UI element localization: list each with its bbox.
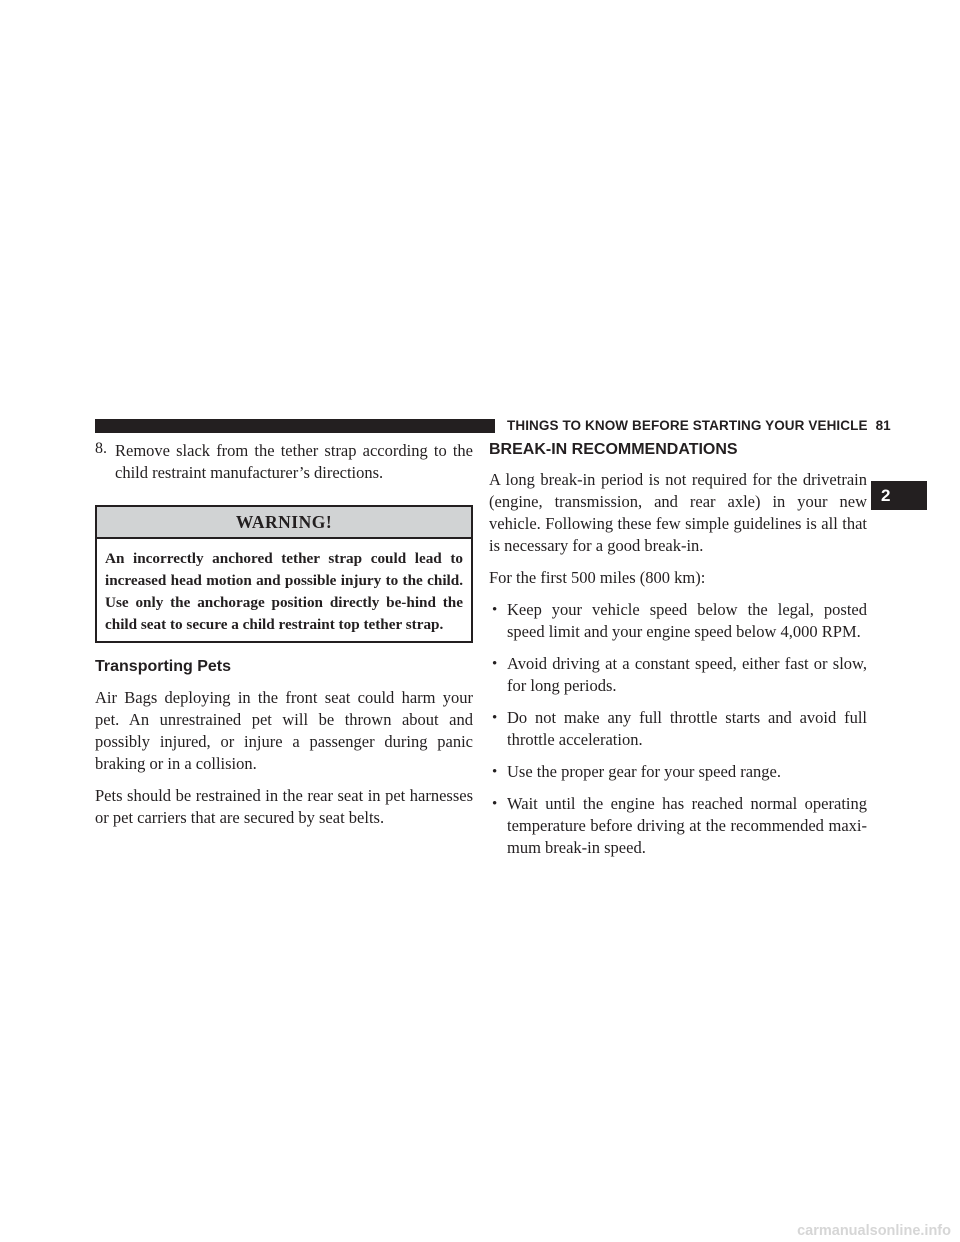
bullet-icon: • — [492, 796, 498, 812]
pets-paragraph: Air Bags deploying in the front seat could harm your pet. An unrestrained pet will be thrown about and possibly injured, or injure a passenger during panic braking or in a collision. — [95, 688, 473, 773]
section-title: THINGS TO KNOW BEFORE STARTING YOUR VEHICLE — [507, 418, 868, 433]
right-column — [489, 440, 867, 859]
bullet-text: Do not make any full throttle starts and avoid full throttle acceleration. — [507, 708, 867, 749]
bullet-item — [489, 653, 867, 697]
step-number: 8. — [95, 440, 107, 457]
bullet-item — [489, 707, 867, 751]
header-rule — [95, 419, 495, 433]
bullet-icon: • — [492, 764, 498, 780]
break-in-intro: A long break-in period is not required for the drivetrain (engine, transmission, and rear axle) in your new vehicle. Following these few simple guidelines is all that is necessary for a good break-in. — [489, 470, 867, 555]
bullet-text: Use the proper gear for your speed range. — [507, 762, 781, 781]
page-number: 81 — [875, 418, 891, 433]
bullet-icon: • — [492, 656, 498, 672]
step-text: Remove slack from the tether strap according to the child restraint manufacturer’s directions. — [115, 441, 473, 482]
warning-body: An incorrectly anchored tether strap could lead to increased head motion and possible injury to the child. Use only the anchorage position directly be-hind the child seat to secure a child restraint top tether strap. — [105, 550, 463, 633]
warning-title: WARNING! — [97, 507, 471, 539]
running-header — [507, 416, 891, 436]
break-in-lead: For the first 500 miles (800 km): — [489, 568, 706, 587]
bullet-text: Avoid driving at a constant speed, either fast or slow, for long periods. — [507, 654, 867, 695]
break-in-heading: BREAK-IN RECOMMENDATIONS — [489, 441, 738, 458]
bullet-text: Wait until the engine has reached normal operating temperature before driving at the recommended maxi-mum break-in speed. — [507, 794, 867, 857]
step-item — [95, 440, 473, 484]
bullet-icon: • — [492, 710, 498, 726]
bullet-item — [489, 793, 867, 859]
chapter-tab: 2 — [871, 481, 927, 510]
bullet-item — [489, 599, 867, 643]
bullet-item — [489, 761, 867, 783]
watermark: carmanualsonline.info — [797, 1223, 951, 1239]
warning-box — [95, 505, 473, 643]
transporting-pets-heading: Transporting Pets — [95, 658, 232, 675]
bullet-text: Keep your vehicle speed below the legal, posted speed limit and your engine speed below 4,000 RPM. — [507, 600, 867, 641]
pets-paragraph: Pets should be restrained in the rear seat in pet harnesses or pet carriers that are secured by seat belts. — [95, 786, 473, 827]
left-column — [95, 440, 473, 829]
bullet-icon: • — [492, 602, 498, 618]
